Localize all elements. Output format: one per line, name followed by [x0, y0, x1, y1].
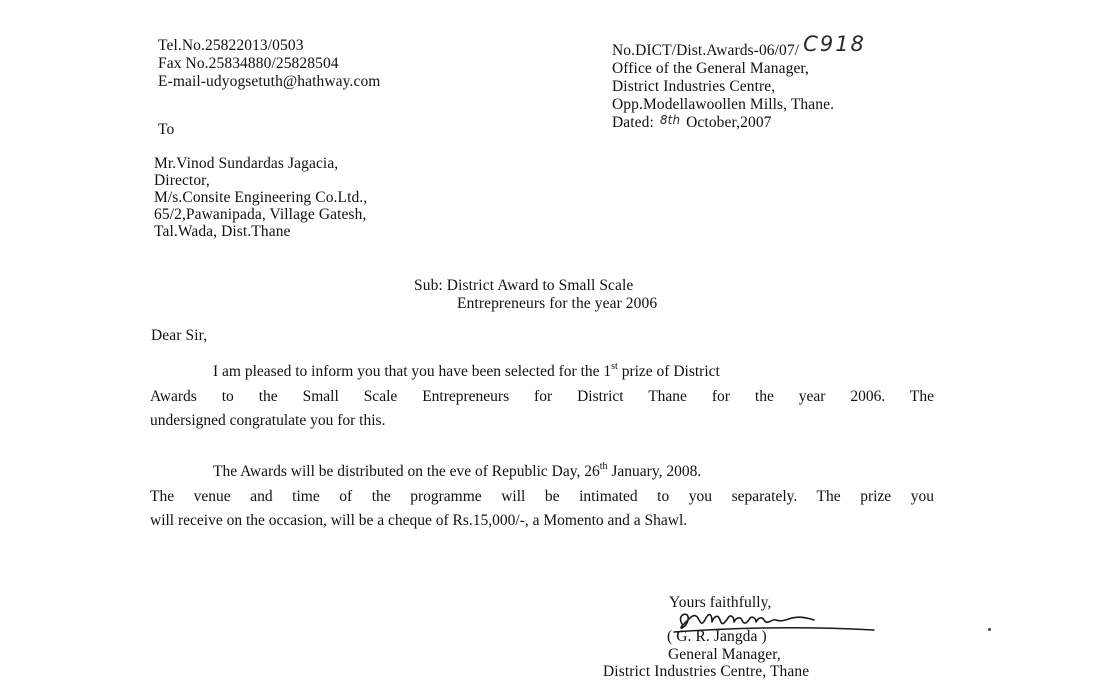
recipient-address-line-1: 65/2,Pawanipada, Village Gatesh, [154, 206, 367, 223]
date-month-year: October,2007 [686, 114, 772, 131]
paragraph-1-line-1-end: prize of District [617, 363, 720, 380]
telephone-number: Tel.No.25822013/0503 [158, 37, 304, 54]
subject-line-1: Sub: District Award to Small Scale [414, 277, 634, 294]
ordinal-superscript: th [599, 460, 608, 472]
paragraph-2-line-2: The venue and time of the programme will be intimated to you separately. The prize you [150, 487, 934, 505]
reference-number-handwritten: C918 [803, 32, 866, 56]
signatory-office: District Industries Centre, Thane [603, 663, 810, 680]
paragraph-2-line-1-text: The Awards will be distributed on the eve of Republic Day, 26 [213, 463, 600, 480]
closing-phrase: Yours faithfully, [669, 594, 772, 611]
body-paragraph-2 [150, 460, 934, 534]
subject-line-2: Entrepreneurs for the year 2006 [457, 295, 658, 312]
paragraph-1-line-2: Awards to the Small Scale Entrepreneurs for District Thane for the year 2006. The [150, 387, 934, 405]
body-paragraph-1 [150, 360, 934, 434]
recipient-designation: Director, [154, 172, 210, 189]
scan-speck [988, 628, 991, 631]
paragraph-1-line-1-text: I am pleased to inform you that you have been selected for the 1 [213, 363, 612, 380]
paragraph-2-line-3: will receive on the occasion, will be a cheque of Rs.15,000/-, a Momento and a Shawl. [150, 512, 688, 529]
salutation: Dear Sir, [151, 327, 208, 344]
recipient-company: M/s.Consite Engineering Co.Ltd., [154, 189, 368, 206]
to-label: To [158, 121, 175, 138]
office-line-2: District Industries Centre, [612, 78, 776, 95]
office-line-1: Office of the General Manager, [612, 60, 810, 77]
recipient-address-line-2: Tal.Wada, Dist.Thane [154, 223, 291, 240]
recipient-address [154, 155, 367, 240]
signatory-name: ( G. R. Jangda ) [667, 628, 767, 645]
email-address: E-mail-udyogsetuth@hathway.com [158, 73, 381, 90]
letter-date [612, 114, 866, 132]
reference-number [612, 32, 866, 60]
reference-block [612, 32, 866, 132]
reference-number-printed: No.DICT/Dist.Awards-06/07/ [612, 42, 800, 59]
date-handwritten: 8th [659, 113, 681, 127]
dated-label: Dated: [612, 114, 654, 131]
paragraph-2-line-1 [150, 460, 934, 485]
paragraph-2-line-1-end: January, 2008. [607, 463, 702, 480]
fax-number: Fax No.25834880/25828504 [158, 55, 339, 72]
ordinal-superscript: st [611, 360, 618, 372]
letterhead-contact [158, 37, 380, 91]
signatory-title: General Manager, [668, 646, 781, 663]
recipient-name: Mr.Vinod Sundardas Jagacia, [154, 155, 339, 172]
paragraph-1-line-1 [150, 360, 934, 385]
subject-line [414, 277, 657, 313]
office-line-3: Opp.Modellawoollen Mills, Thane. [612, 96, 835, 113]
paragraph-1-line-3: undersigned congratulate you for this. [150, 412, 386, 429]
